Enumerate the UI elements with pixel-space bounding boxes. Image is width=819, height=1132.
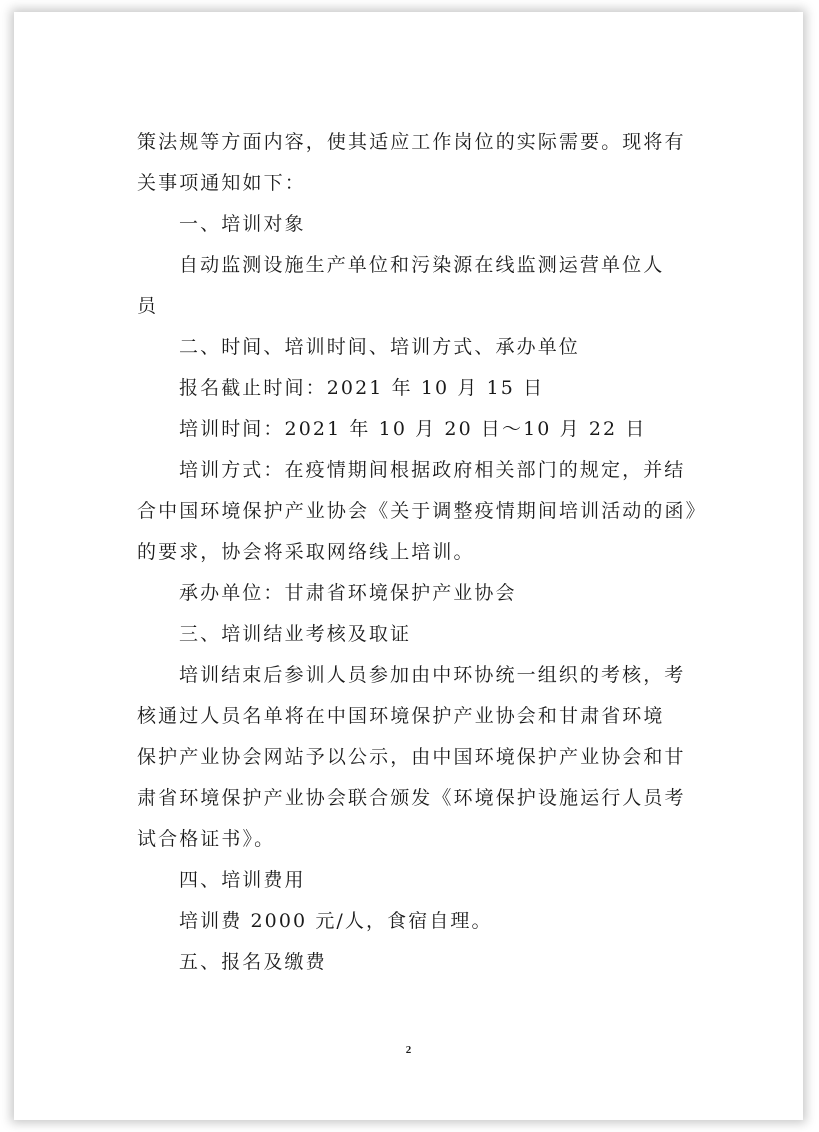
page-number: 2 xyxy=(405,1044,412,1056)
paragraph-line: 核通过人员名单将在中国环境保护产业协会和甘肃省环境 xyxy=(137,705,665,727)
paragraph-line: 员 xyxy=(137,295,159,317)
section-heading: 三、培训结业考核及取证 xyxy=(179,623,412,645)
paragraph-line: 合中国环境保护产业协会《关于调整疫情期间培训活动的函》 xyxy=(137,500,707,522)
document-page xyxy=(14,12,803,1120)
document-body xyxy=(137,122,707,983)
paragraph-line: 培训结束后参训人员参加由中环协统一组织的考核，考 xyxy=(179,664,686,686)
paragraph-line: 自动监测设施生产单位和污染源在线监测运营单位人 xyxy=(179,254,665,276)
section-heading: 四、培训费用 xyxy=(179,869,306,891)
paragraph-line: 关事项通知如下： xyxy=(137,172,306,194)
paragraph-line: 培训费 2000 元/人，食宿自理。 xyxy=(179,910,493,932)
paragraph-line: 培训时间：2021 年 10 月 20 日～10 月 22 日 xyxy=(179,418,647,440)
paragraph-line: 承办单位：甘肃省环境保护产业协会 xyxy=(179,582,517,604)
paragraph-line: 策法规等方面内容，使其适应工作岗位的实际需要。现将有 xyxy=(137,131,686,153)
paragraph-line: 报名截止时间：2021 年 10 月 15 日 xyxy=(179,377,545,399)
section-heading: 五、报名及缴费 xyxy=(179,951,327,973)
paragraph-line: 试合格证书》。 xyxy=(137,828,276,850)
paragraph-line: 培训方式：在疫情期间根据政府相关部门的规定，并结 xyxy=(179,459,686,481)
section-heading: 二、时间、培训时间、培训方式、承办单位 xyxy=(179,336,580,358)
paragraph-line: 保护产业协会网站予以公示，由中国环境保护产业协会和甘 xyxy=(137,746,686,768)
paragraph-line: 的要求，协会将采取网络线上培训。 xyxy=(137,541,475,563)
section-heading: 一、培训对象 xyxy=(179,213,306,235)
paragraph-line: 肃省环境保护产业协会联合颁发《环境保护设施运行人员考 xyxy=(137,787,686,809)
